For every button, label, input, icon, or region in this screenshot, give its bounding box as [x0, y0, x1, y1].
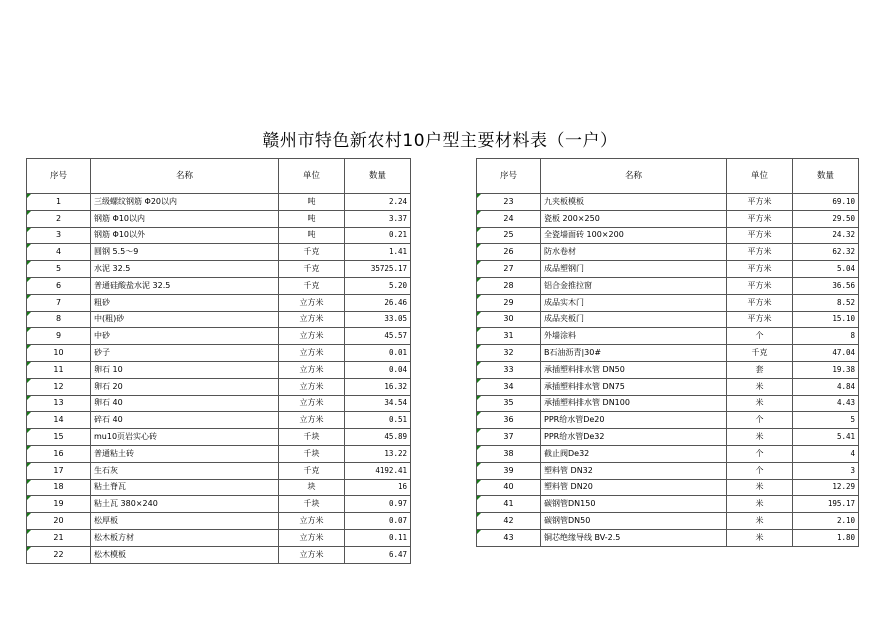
row-index: 26 [477, 244, 541, 261]
material-quantity: 34.54 [345, 395, 411, 412]
material-unit: 平方米 [727, 194, 793, 211]
document-title: 赣州市特色新农村10户型主要材料表（一户） [262, 131, 618, 151]
empty-cell [541, 546, 727, 562]
row-index: 29 [477, 294, 541, 311]
table-header-row [477, 159, 859, 194]
row-index: 17 [27, 462, 91, 479]
material-unit: 平方米 [727, 261, 793, 278]
material-quantity: 8.52 [793, 294, 859, 311]
row-index: 41 [477, 496, 541, 513]
table-row [477, 513, 859, 530]
material-name: 松厚板 [91, 513, 279, 530]
table-row [27, 429, 411, 446]
material-quantity: 2.10 [793, 513, 859, 530]
material-unit: 个 [727, 412, 793, 429]
empty-row [477, 546, 859, 562]
material-quantity: 19.38 [793, 361, 859, 378]
table-row [27, 345, 411, 362]
material-unit: 千克 [279, 244, 345, 261]
material-quantity: 45.89 [345, 429, 411, 446]
table-row [477, 210, 859, 227]
table-row [27, 244, 411, 261]
table-row [477, 345, 859, 362]
material-quantity: 4 [793, 445, 859, 462]
material-name: 卵石 40 [91, 395, 279, 412]
material-name: 圆钢 5.5～9 [91, 244, 279, 261]
row-index: 31 [477, 328, 541, 345]
material-quantity: 5 [793, 412, 859, 429]
material-name: 全瓷墙面砖 100×200 [541, 227, 727, 244]
table-row [477, 395, 859, 412]
material-quantity: 195.17 [793, 496, 859, 513]
table-row [477, 194, 859, 211]
material-quantity: 1.41 [345, 244, 411, 261]
material-unit: 立方米 [279, 529, 345, 546]
material-name: 成品实木门 [541, 294, 727, 311]
row-index: 11 [27, 361, 91, 378]
material-name: 截止阀De32 [541, 445, 727, 462]
table-row [27, 378, 411, 395]
material-unit: 立方米 [279, 294, 345, 311]
material-name: 瓷板 200×250 [541, 210, 727, 227]
material-quantity: 4.84 [793, 378, 859, 395]
table-row [477, 261, 859, 278]
material-unit: 立方米 [279, 378, 345, 395]
row-index: 25 [477, 227, 541, 244]
material-name: 碎石 40 [91, 412, 279, 429]
material-unit: 平方米 [727, 227, 793, 244]
row-index: 43 [477, 529, 541, 546]
table-row [477, 277, 859, 294]
material-quantity: 0.07 [345, 513, 411, 530]
row-index: 13 [27, 395, 91, 412]
row-index: 30 [477, 311, 541, 328]
material-name: 砂子 [91, 345, 279, 362]
row-index: 33 [477, 361, 541, 378]
material-quantity: 12.29 [793, 479, 859, 496]
row-index: 9 [27, 328, 91, 345]
row-index: 36 [477, 412, 541, 429]
material-unit: 立方米 [279, 328, 345, 345]
header-unit: 单位 [279, 159, 345, 194]
empty-cell [477, 546, 541, 562]
row-index: 32 [477, 345, 541, 362]
material-quantity: 8 [793, 328, 859, 345]
row-index: 16 [27, 445, 91, 462]
material-name: 粗砂 [91, 294, 279, 311]
table-row [27, 261, 411, 278]
table-row [477, 479, 859, 496]
material-unit: 米 [727, 529, 793, 546]
material-name: 普通粘土砖 [91, 445, 279, 462]
material-unit: 立方米 [279, 311, 345, 328]
material-name: 九夹板模板 [541, 194, 727, 211]
material-quantity: 6.47 [345, 546, 411, 563]
row-index: 19 [27, 496, 91, 513]
material-quantity: 0.97 [345, 496, 411, 513]
table-row [477, 311, 859, 328]
material-unit: 立方米 [279, 513, 345, 530]
material-unit: 米 [727, 496, 793, 513]
material-name: 碳钢管DN50 [541, 513, 727, 530]
row-index: 24 [477, 210, 541, 227]
empty-cell [727, 546, 793, 562]
material-quantity: 33.05 [345, 311, 411, 328]
row-index: 21 [27, 529, 91, 546]
material-quantity: 0.04 [345, 361, 411, 378]
material-unit: 吨 [279, 227, 345, 244]
material-quantity: 3 [793, 462, 859, 479]
table-row [477, 412, 859, 429]
row-index: 39 [477, 462, 541, 479]
table-row [27, 227, 411, 244]
material-unit: 立方米 [279, 345, 345, 362]
row-index: 12 [27, 378, 91, 395]
material-unit: 个 [727, 328, 793, 345]
table-row [477, 445, 859, 462]
table-row [27, 462, 411, 479]
material-name: 铜芯绝缘导线 BV-2.5 [541, 529, 727, 546]
material-name: 水泥 32.5 [91, 261, 279, 278]
material-unit: 米 [727, 513, 793, 530]
material-name: 粘土瓦 380×240 [91, 496, 279, 513]
material-name: 承插塑料排水管 DN100 [541, 395, 727, 412]
material-name: 中(粗)砂 [91, 311, 279, 328]
table-row [27, 479, 411, 496]
material-quantity: 24.32 [793, 227, 859, 244]
material-name: 碳钢管DN150 [541, 496, 727, 513]
material-quantity: 2.24 [345, 194, 411, 211]
row-index: 27 [477, 261, 541, 278]
row-index: 5 [27, 261, 91, 278]
table-row [27, 496, 411, 513]
materials-table-left [26, 158, 411, 564]
row-index: 38 [477, 445, 541, 462]
table-row [477, 529, 859, 546]
header-name: 名称 [541, 159, 727, 194]
material-unit: 千克 [279, 261, 345, 278]
material-quantity: 36.56 [793, 277, 859, 294]
table-row [477, 361, 859, 378]
material-unit: 平方米 [727, 311, 793, 328]
row-index: 42 [477, 513, 541, 530]
material-name: B石油沥青|30# [541, 345, 727, 362]
table-row [27, 361, 411, 378]
header-name: 名称 [91, 159, 279, 194]
row-index: 10 [27, 345, 91, 362]
row-index: 15 [27, 429, 91, 446]
material-quantity: 29.50 [793, 210, 859, 227]
material-name: 塑料管 DN32 [541, 462, 727, 479]
row-index: 37 [477, 429, 541, 446]
table-row [27, 194, 411, 211]
material-name: 钢筋 Φ10以内 [91, 210, 279, 227]
material-name: PPR给水管De32 [541, 429, 727, 446]
row-index: 8 [27, 311, 91, 328]
row-index: 22 [27, 546, 91, 563]
material-name: 成品塑钢门 [541, 261, 727, 278]
material-name: 中砂 [91, 328, 279, 345]
table-row [477, 244, 859, 261]
material-unit: 千克 [279, 462, 345, 479]
row-index: 34 [477, 378, 541, 395]
table-row [27, 513, 411, 530]
material-name: 承插塑料排水管 DN50 [541, 361, 727, 378]
row-index: 14 [27, 412, 91, 429]
material-unit: 立方米 [279, 412, 345, 429]
header-quantity: 数量 [345, 159, 411, 194]
table-row [27, 546, 411, 563]
material-name: 成品夹板门 [541, 311, 727, 328]
material-quantity: 5.04 [793, 261, 859, 278]
table-row [27, 311, 411, 328]
material-name: 粘土脊瓦 [91, 479, 279, 496]
row-index: 4 [27, 244, 91, 261]
header-index: 序号 [27, 159, 91, 194]
material-unit: 千克 [727, 345, 793, 362]
material-quantity: 5.20 [345, 277, 411, 294]
material-quantity: 62.32 [793, 244, 859, 261]
material-unit: 立方米 [279, 361, 345, 378]
material-name: 三级螺纹钢筋 Φ20以内 [91, 194, 279, 211]
table-row [477, 378, 859, 395]
material-unit: 米 [727, 479, 793, 496]
row-index: 35 [477, 395, 541, 412]
material-quantity: 0.21 [345, 227, 411, 244]
material-name: 卵石 20 [91, 378, 279, 395]
material-unit: 米 [727, 378, 793, 395]
material-name: 防水卷材 [541, 244, 727, 261]
material-unit: 米 [727, 429, 793, 446]
material-unit: 块 [279, 479, 345, 496]
material-name: 钢筋 Φ10以外 [91, 227, 279, 244]
material-quantity: 5.41 [793, 429, 859, 446]
row-index: 3 [27, 227, 91, 244]
table-row [27, 294, 411, 311]
table-row [27, 412, 411, 429]
material-unit: 个 [727, 462, 793, 479]
material-quantity: 45.57 [345, 328, 411, 345]
material-quantity: 26.46 [345, 294, 411, 311]
material-unit: 千克 [279, 277, 345, 294]
table-row [477, 496, 859, 513]
row-index: 20 [27, 513, 91, 530]
row-index: 18 [27, 479, 91, 496]
header-quantity: 数量 [793, 159, 859, 194]
table-row [27, 328, 411, 345]
table-row [477, 429, 859, 446]
material-name: 塑料管 DN20 [541, 479, 727, 496]
material-quantity: 0.01 [345, 345, 411, 362]
material-unit: 平方米 [727, 244, 793, 261]
material-quantity: 0.51 [345, 412, 411, 429]
material-unit: 米 [727, 395, 793, 412]
table-row [477, 227, 859, 244]
table-header-row [27, 159, 411, 194]
table-row [27, 445, 411, 462]
table-row [27, 277, 411, 294]
header-index: 序号 [477, 159, 541, 194]
material-quantity: 0.11 [345, 529, 411, 546]
row-index: 40 [477, 479, 541, 496]
row-index: 6 [27, 277, 91, 294]
row-index: 1 [27, 194, 91, 211]
row-index: 7 [27, 294, 91, 311]
material-name: 铝合金推拉窗 [541, 277, 727, 294]
material-name: mu10页岩实心砖 [91, 429, 279, 446]
materials-table-right [476, 158, 859, 563]
row-index: 28 [477, 277, 541, 294]
row-index: 23 [477, 194, 541, 211]
material-name: PPR给水管De20 [541, 412, 727, 429]
material-name: 松木板方材 [91, 529, 279, 546]
material-quantity: 16 [345, 479, 411, 496]
material-name: 外墙涂料 [541, 328, 727, 345]
material-unit: 千块 [279, 496, 345, 513]
material-quantity: 4.43 [793, 395, 859, 412]
material-unit: 套 [727, 361, 793, 378]
material-unit: 个 [727, 445, 793, 462]
material-name: 普通硅酸盐水泥 32.5 [91, 277, 279, 294]
table-row [477, 328, 859, 345]
material-name: 承插塑料排水管 DN75 [541, 378, 727, 395]
row-index: 2 [27, 210, 91, 227]
material-quantity: 3.37 [345, 210, 411, 227]
material-quantity: 1.80 [793, 529, 859, 546]
material-unit: 立方米 [279, 546, 345, 563]
material-unit: 千块 [279, 445, 345, 462]
material-name: 松木模板 [91, 546, 279, 563]
material-quantity: 4192.41 [345, 462, 411, 479]
material-unit: 平方米 [727, 294, 793, 311]
table-row [27, 395, 411, 412]
material-name: 卵石 10 [91, 361, 279, 378]
table-row [27, 210, 411, 227]
material-unit: 立方米 [279, 395, 345, 412]
material-quantity: 47.04 [793, 345, 859, 362]
material-quantity: 13.22 [345, 445, 411, 462]
material-name: 生石灰 [91, 462, 279, 479]
material-unit: 千块 [279, 429, 345, 446]
table-row [27, 529, 411, 546]
material-unit: 吨 [279, 210, 345, 227]
material-unit: 平方米 [727, 277, 793, 294]
empty-cell [793, 546, 859, 562]
material-quantity: 35725.17 [345, 261, 411, 278]
material-quantity: 69.10 [793, 194, 859, 211]
table-row [477, 462, 859, 479]
material-quantity: 15.10 [793, 311, 859, 328]
header-unit: 单位 [727, 159, 793, 194]
material-unit: 平方米 [727, 210, 793, 227]
material-quantity: 16.32 [345, 378, 411, 395]
material-unit: 吨 [279, 194, 345, 211]
table-row [477, 294, 859, 311]
